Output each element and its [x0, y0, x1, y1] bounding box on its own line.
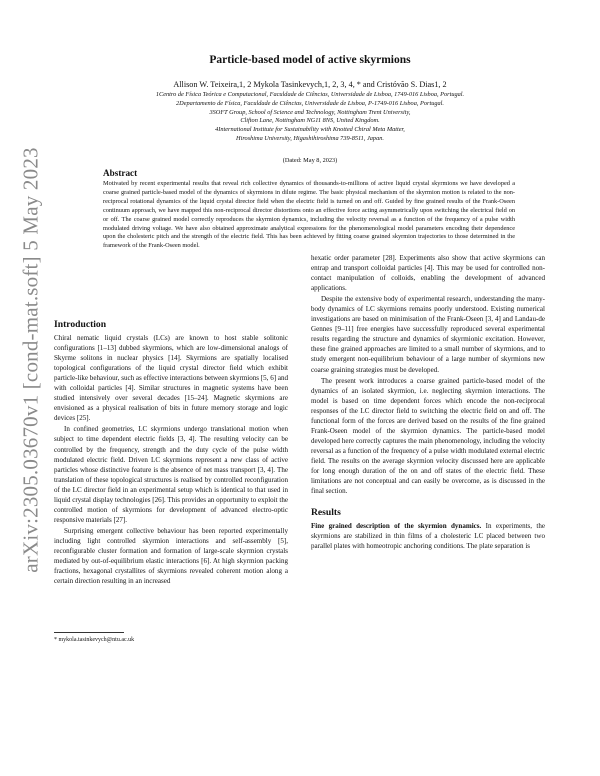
affiliations [60, 91, 560, 144]
left-column [54, 318, 288, 586]
footnote-rule [54, 632, 124, 633]
paper-title: Particle-based model of active skyrmions [209, 54, 411, 66]
introduction-heading: Introduction [54, 319, 107, 330]
right-paragraph-3: The present work introduces a coarse grained particle-based model of the dynamics of an isolated skyrmion, i.e. neglecting skyrmion interactions. The model is based on time dependent forces which encode the non-reciprocal responses of the LC director field to switching the electric field on and off. The functional form of the forces are derived based on the results of the fine grained Frank-Oseen model of the skyrmion dynamics. The particle-based model developed here correctly captures the main phenomenology, including the velocity reversal as a function of the frequency of a pulse width modulated external electric field. The results on the average skyrmion velocity discussed here are applicable for long enough duration of the on and off states of the electric field. These limitations are not conceptual and can easily be overcome, as is discussed in the final section. [311, 376, 545, 496]
intro-paragraph-3: Surprising emergent collective behaviour has been reported experimentally including light controlled skyrmion interactions and self-assembly [5], reconfigurable cluster formation and formation of large-scale skyrmion crystals mediated by out-of-equilibrium elastic interactions [6]. At high skyrmion packing fractions, hexagonal crystallites of skyrmions revealed coherent motion along a certain direction resulting in an increased [54, 526, 288, 586]
date-line: (Dated: May 8, 2023) [282, 157, 338, 164]
affiliation-3-address: Clifton Lane, Nottingham NG11 8NS, United Kingdom. [240, 117, 380, 125]
intro-paragraph-2: In confined geometries, LC skyrmions undergo translational motion when subject to time dependent electric fields [3, 4]. The resulting velocity can be controlled by the frequency, strength and the duty cycle of the pulse width modulated electric field. Driven LC skyrmions represent a new class of active particles whose distinctive feature is the absence of net mass transport [3, 4]. The translation of these topological structures is realised by controlled reconfiguration of the LC director field in an experimental setup which is identical to that used in liquid crystal display technologies [26]. This provides an opportunity to exploit the controlled motion of skyrmions for development of advanced electro-optic responsive materials [27]. [54, 425, 288, 524]
intro-paragraph-1: Chiral nematic liquid crystals (LCs) are known to host stable solitonic configurations [1–13] dubbed skyrmions, which are low-dimensional analogs of Skyrme solitons in nuclear physics [14]. Skyrmions are spatially localised topological configurations of the liquid crystal director field which exhibit particle-like behaviour, such as effective interactions between skyrmions [5, 6] and with colloidal particles [4]. Similar structures in magnetic systems have been studied intensively over several decades [15–24]. Magnetic skyrmions are envisioned as a physical realisation of bits in future memory storage and logic devices [25]. [54, 334, 289, 423]
affiliation-4-address: Hiroshima University, Higashihiroshima 739-8511, Japan. [236, 134, 384, 142]
results-lead-in: Fine grained description of the skyrmion dynamics. [311, 522, 482, 531]
affiliation-1: 1Centro de Física Teórica e Computacional, Faculdade de Ciências, Universidade de Lisboa, 1749-016 Lisboa, Portugal. [155, 91, 465, 98]
affiliation-4: 4International Institute for Sustainability with Knotted Chiral Meta Matter, [215, 126, 405, 134]
results-paragraph [311, 521, 545, 551]
results-heading: Results [311, 507, 341, 519]
abstract-text: Motivated by recent experimental results that reveal rich collective dynamics of thousands-to-millions of active liquid crystal skyrmions we have developed a coarse grained particle-based model of the dynamics of skyrmions in dilute regime. The basic physical mechanism of the skyrmion motion is related to the non-reciprocal rotational dynamics of the liquid crystal director field when the electric field is turned on and off. Guided by fine grained results of the Frank-Oseen continuum approach, we have mapped this non-reciprocal director distortions onto an effective force acting asymmetrically upon switching the electrical field on or off. The coarse grained model correctly reproduces the skyrmion dynamics, including the velocity reversal as a function of the frequency of a pulse width modulated driving voltage. We have also obtained approximate analytical expressions for the phenomenological model parameters encoding their dependence upon the cholesteric pitch and the strength of the electric field. This has been achieved by fitting coarse grained skyrmion trajectories to those determined in the framework of the Frank-Oseen model. [103, 180, 515, 250]
arxiv-identifier: arXiv:2305.03670v1 [cond-mat.soft] 5 May 2023 [18, 147, 43, 573]
footnote-email: * mykola.tasinkevych@ntu.ac.uk [54, 637, 135, 643]
right-paragraph-1: hexatic order parameter [28]. Experiments also show that active skyrmions can entrap and transport colloidal particles [4]. This may be used for controlled non-contact manipulation of colloids, enabling the development of advanced applications. [311, 254, 545, 293]
affiliation-2: 2Departamento de Física, Faculdade de Ciências, Universidade de Lisboa, P-1749-016 Lisboa, Portugal. [176, 99, 444, 107]
arxiv-sidebar-stamp [14, 140, 48, 580]
results-text: In experiments, the skyrmions are stabilized in thin films of a cholesteric LC placed between two parallel plates with homeotropic anchoring conditions. The plate separation is [311, 522, 546, 551]
right-column [311, 253, 545, 551]
author-list: Allison W. Teixeira,1, 2 Mykola Tasinkevych,1, 2, 3, 4, * and Cristóvão S. Dias1, 2 [173, 80, 447, 89]
abstract-heading: Abstract [103, 168, 138, 178]
affiliation-3: 3SOFT Group, School of Science and Technology, Nottingham Trent University, [209, 108, 411, 116]
right-paragraph-2: Despite the extensive body of experimental research, understanding the many-body dynamics of LC skyrmions remains poorly understood. Existing numerical investigations are based on minimisation of the Frank-Oseen [3, 4] and Landau-de Gennes [9–11] free energies have successfully reproduced several experimental results regarding the structure and dynamics of skyrmionic excitation. However, these fine grained approaches are limited to a small number of skyrmions, and to study emergent non-equilibrium behaviour of a large number of skyrmions new coarse graining strategies must be developed. [311, 295, 545, 374]
